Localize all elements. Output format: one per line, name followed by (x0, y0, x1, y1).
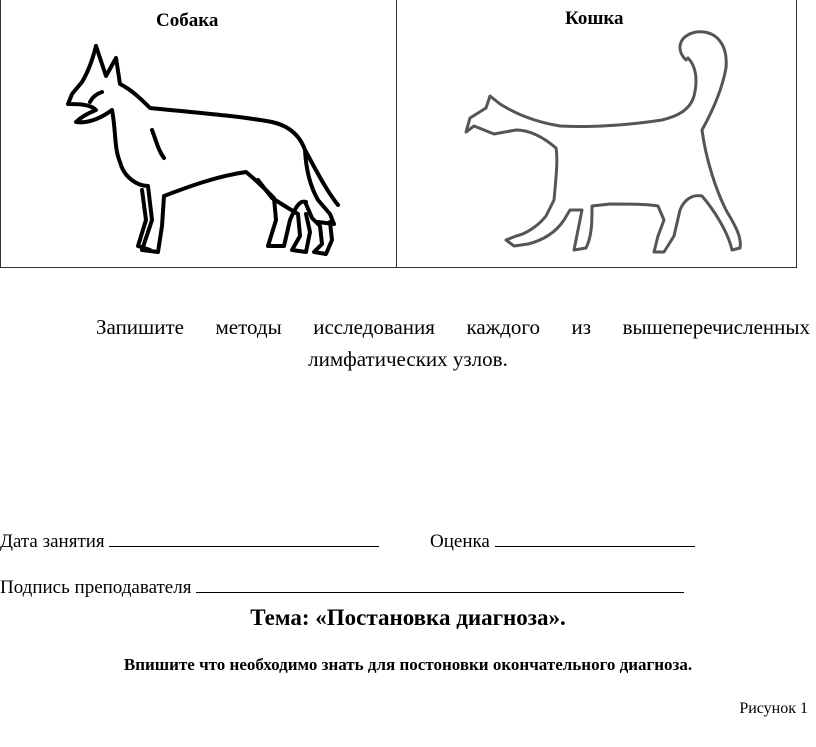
dog-illustration (0, 0, 395, 268)
grade-label: Оценка (430, 531, 490, 552)
task-line-2-text: лимфатических узлов. (308, 347, 508, 371)
date-field[interactable] (109, 532, 379, 547)
cat-outline (466, 32, 740, 252)
task-line-1: Запишите методы исследования каждого из вышеперечисленных (96, 315, 810, 339)
cat-title: Кошка (565, 8, 624, 29)
grade-field[interactable] (495, 532, 695, 547)
signature-row (0, 577, 684, 599)
instruction-text: Впишите что необходимо знать для постоновки окончательного диагноза. (123, 655, 693, 674)
grade-row (430, 531, 695, 553)
signature-label: Подпись преподавателя (0, 577, 192, 598)
date-row (0, 531, 379, 553)
topic-heading: Тема: «Постановка диагноза». (250, 605, 566, 630)
date-label: Дата занятия (0, 531, 105, 552)
signature-field[interactable] (196, 578, 684, 593)
figure-caption: Рисунок 1 (739, 700, 808, 717)
task-line-2 (0, 347, 816, 372)
cat-illustration (396, 0, 796, 268)
dog-title: Собака (156, 10, 219, 31)
